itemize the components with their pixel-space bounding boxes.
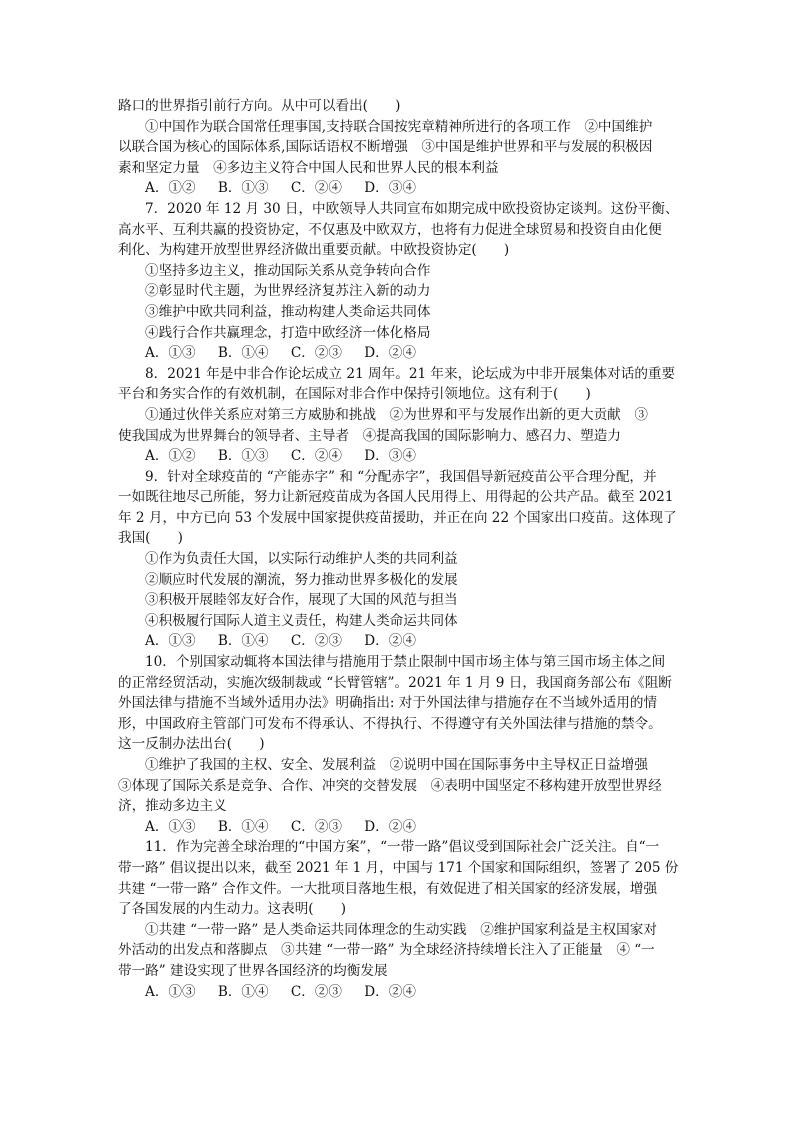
text-line: 形，中国政府主管部门可发布不得承认、不得执行、不得遵守有关外国法律与措施的禁令。: [118, 715, 662, 732]
text-line: 一如既往地尽己所能，努力让新冠疫苗成为各国人民用得上、用得起的公共产品。截至 2021: [118, 489, 674, 506]
text-line: ②顺应时代发展的潮流，努力推动世界多极化的发展: [145, 571, 458, 588]
text-line: 了各国发展的内生动力。这表明( ): [118, 901, 347, 918]
text-line: 素和坚定力量 ④多边主义符合中国人民和世界人民的根本利益: [118, 159, 499, 176]
text-line: 我国( ): [118, 530, 183, 547]
text-line: ①通过伙伴关系应对第三方威胁和挑战 ②为世界和平与发展作出新的更大贡献 ③: [145, 406, 648, 423]
text-line: ①共建 “一带一路” 是人类命运共同体理念的生动实践 ②维护国家利益是主权国家对: [145, 921, 657, 938]
text-line: 8．2021 年是中非合作论坛成立 21 周年。21 年来，论坛成为中非开展集体对话的重要: [145, 365, 676, 382]
text-line: 10．个别国家动辄将本国法律与措施用于禁止限制中国市场主体与第三国市场主体之间: [145, 654, 666, 671]
text-line: 高水平、互利共赢的投资协定，不仅惠及中欧双方，也将有力促进全球贸易和投资自由化便: [118, 221, 662, 238]
text-line: ④践行合作共赢理念，打造中欧经济一体化格局: [145, 324, 431, 341]
text-line: 的正常经贸活动，实施次级制裁或 “长臂管辖”。2021 年 1 月 9 日，我国商务部公布《阻断: [118, 674, 672, 691]
text-line: 使我国成为世界舞台的领导者、主导者 ④提高我国的国际影响力、感召力、塑造力: [118, 427, 621, 444]
text-line: 路口的世界指引前行方向。从中可以看出( ): [118, 98, 401, 114]
text-line: 外国法律与措施不当域外适用办法》明确指出: 对于外国法律与措施存在不当域外适用的情: [118, 695, 658, 712]
answer-options-line: A．①② B．①③ C．②④ D．③④: [145, 448, 416, 465]
text-line: 利化、为构建开放型世界经济做出重要贡献。中欧投资协定( ): [118, 242, 510, 259]
text-line: 9．针对全球疫苗的 “产能赤字” 和 “分配赤字”，我国倡导新冠疫苗公平合理分配，并: [145, 468, 657, 485]
text-line: ②彰显时代主题，为世界经济复苏注入新的动力: [145, 283, 431, 300]
text-line: ①维护了我国的主权、安全、发展利益 ②说明中国在国际事务中主导权正日益增强: [145, 757, 648, 773]
answer-options-line: A．①③ B．①④ C．②③ D．②④: [145, 345, 416, 362]
text-line: ①作为负责任大国，以实际行动维护人类的共同利益: [145, 551, 458, 568]
text-line: 以联合国为核心的国际体系,国际话语权不断增强 ③中国是维护世界和平与发展的积极因: [118, 139, 653, 156]
text-line: ③积极开展睦邻友好合作，展现了大国的风范与担当: [145, 592, 458, 609]
text-line: 共建 “一带一路” 合作文件。一大批项目落地生根，有效促进了相关国家的经济发展，增强: [118, 880, 658, 897]
text-line: 外活动的出发点和落脚点 ③共建 “一带一路” 为全球经济持续增长注入了正能量 ④ “一: [118, 942, 655, 959]
answer-options-line: A．①③ B．①④ C．②③ D．②④: [145, 633, 416, 650]
text-line: ①中国作为联合国常任理事国,支持联合国按宪章精神所进行的各项工作 ②中国维护: [145, 118, 653, 135]
text-line: 11．作为完善全球治理的“中国方案”，“一带一路”倡议受到国际社会广泛关注。自“一: [145, 839, 660, 856]
text-line: 济，推动多边主义: [118, 798, 227, 815]
text-line: 年 2 月，中方已向 53 个发展中国家提供疫苗援助，并正在向 22 个国家出口疫苗。这体现了: [118, 509, 677, 526]
text-line: 带一路” 建设实现了世界各国经济的均衡发展: [118, 962, 388, 979]
text-line: ③体现了国际关系是竞争、合作、冲突的交替发展 ④表明中国坚定不移构建开放型世界经: [118, 777, 662, 794]
answer-options-line: A．①③ B．①④ C．②③ D．②④: [145, 983, 416, 1000]
document-body: [118, 96, 678, 1002]
text-line: ④积极履行国际人道主义责任，构建人类命运共同体: [145, 612, 458, 629]
text-line: 这一反制办法出台( ): [118, 736, 265, 753]
answer-options-line: A．①③ B．①④ C．②③ D．②④: [145, 818, 416, 835]
answer-options-line: A．①② B．①③ C．②④ D．③④: [145, 180, 416, 197]
text-line: 平台和务实合作的有效机制，在国际对非合作中保持引领地位。这有利于( ): [118, 386, 591, 403]
text-line: ③维护中欧共同利益，推动构建人类命运共同体: [145, 303, 431, 320]
text-line: 7．2020 年 12 月 30 日，中欧领导人共同宣布如期完成中欧投资协定谈判。这份平衡、: [145, 200, 679, 217]
text-line: 带一路” 倡议提出以来，截至 2021 年 1 月，中国与 171 个国家和国际组织，签署了 205 份: [118, 859, 679, 876]
text-line: ①坚持多边主义，推动国际关系从竞争转向合作: [145, 262, 431, 279]
